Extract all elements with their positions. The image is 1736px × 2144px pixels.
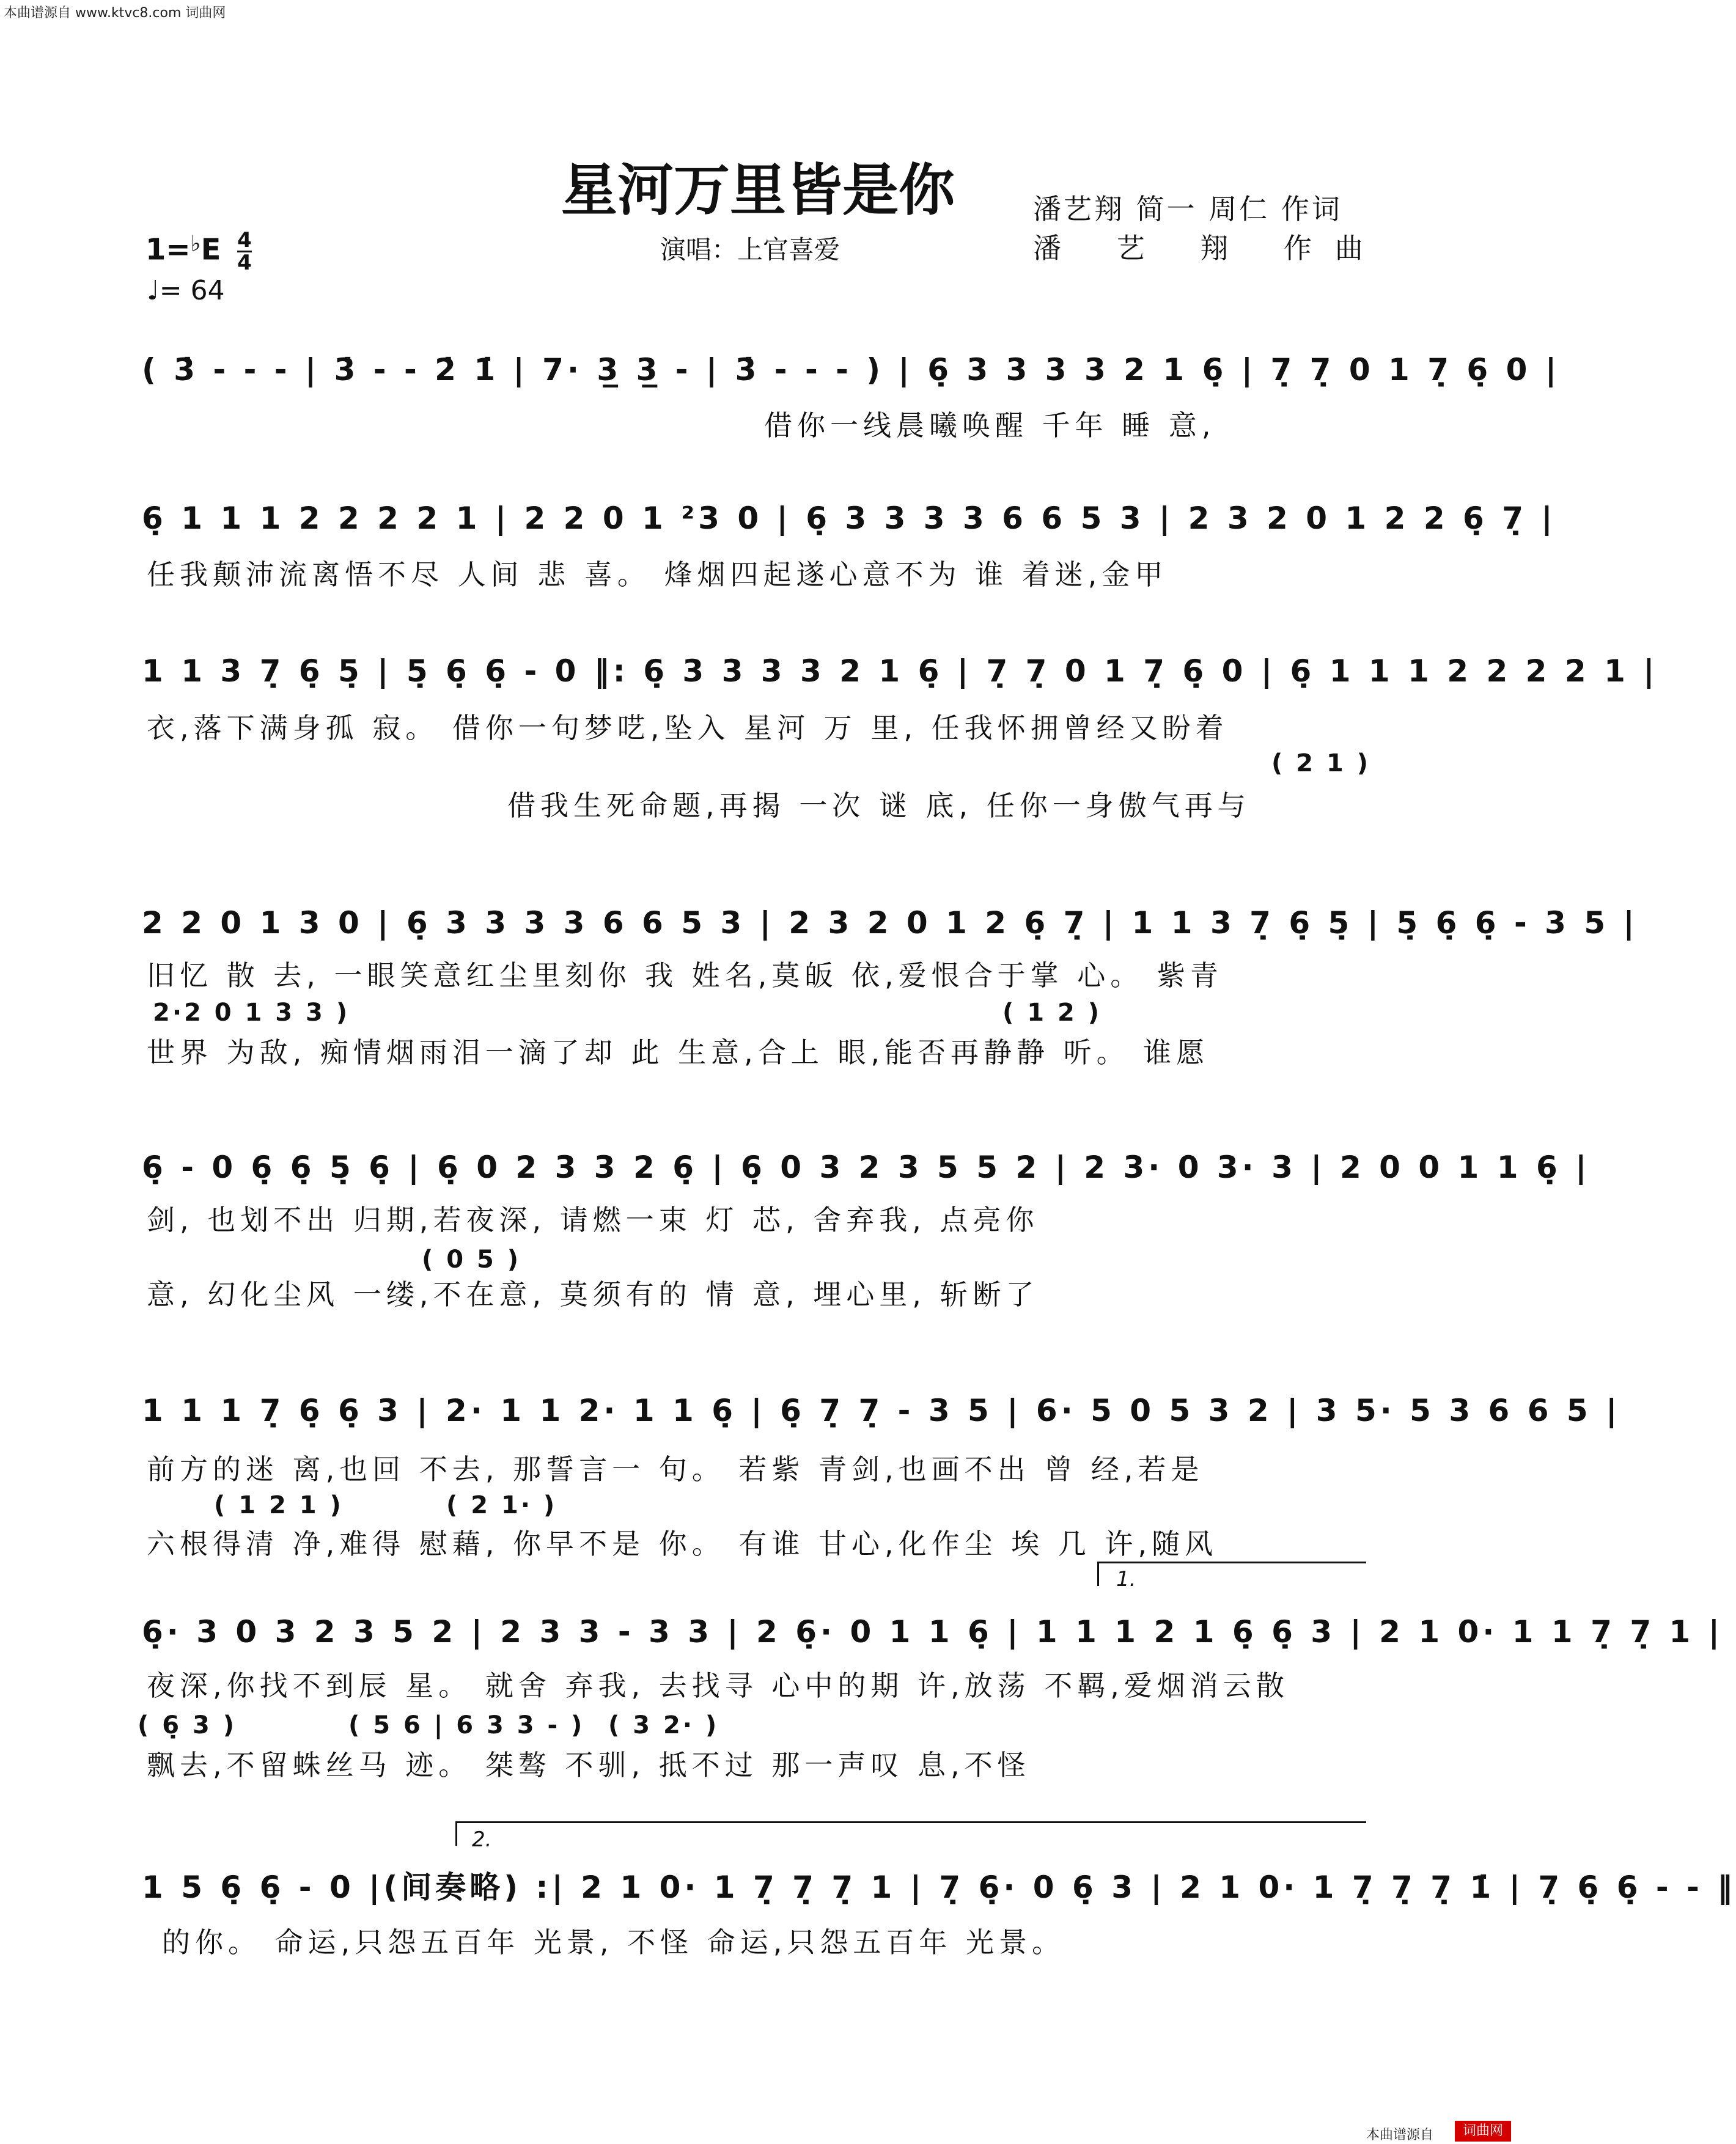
- lyric-line-2: 任我颠沛流离悟不尽 人间 悲 喜。 烽烟四起遂心意不为 谁 着迷,金甲: [147, 558, 1168, 591]
- lyric-line-6a: 前方的迷 离,也回 不去, 那誓言一 句。 若紫 青剑,也画不出 曾 经,若是: [147, 1453, 1204, 1486]
- notation-line-6: 1 1 1 7̣ 6̣ 6̣ 3 | 2· 1 1 2· 1 1 6̣ | 6̣ 7̣ 7̣ - 3 5 | 6· 5 0 5 3 2 | 3 5· 5 3 6 6 5 |: [142, 1393, 1621, 1428]
- notation-line-7: 6̣· 3 0 3 2 3 5 2 | 2 3 3 - 3 3 | 2 6̣· 0 1 1 6̣ | 1 1 1 2 1 6̣ 6̣ 3 | 2 1 0· 1 1 7̣ 7̣ 1 |: [142, 1614, 1723, 1650]
- song-title: 星河万里皆是你: [561, 157, 955, 223]
- top-watermark: 本曲谱源自 www.ktvc8.com 词曲网: [4, 6, 226, 21]
- first-ending-bracket: [1097, 1562, 1366, 1563]
- second-ending-bracket: [455, 1821, 1366, 1823]
- lyric-line-3b: 借我生死命题,再揭 一次 谜 底, 任你一身傲气再与: [507, 789, 1251, 822]
- notation-line-1: ( 3̇ - - - | 3̇ - - 2̇ 1̇ | 7· 3̲ 3̲ - | 3̇ - - - ) | 6̣ 3 3 3 3 2 1 6̣ | 7̣ 7̣ 0 1 7̣ 6̣ 0 |: [142, 352, 1561, 387]
- first-ending-tick: [1097, 1562, 1099, 1586]
- lyric-line-7a: 夜深,你找不到辰 星。 就舍 弃我, 去找寻 心中的期 许,放荡 不羁,爱烟消云散: [147, 1669, 1289, 1702]
- first-ending-label: 1.: [1116, 1567, 1136, 1591]
- singer-credit: 演唱：上官喜爱: [660, 235, 840, 265]
- key-prefix: 1=: [145, 232, 191, 267]
- time-signature-bottom: 4: [237, 251, 252, 275]
- lyric-line-1: 借你一线晨曦唤醒 千年 睡 意,: [764, 409, 1216, 442]
- alt-notes-7b: ( 5 6 | 6 3 3 - ): [348, 1711, 585, 1739]
- second-ending-tick: [455, 1821, 457, 1846]
- notation-line-3: 1 1 3 7̣ 6̣ 5̣ | 5̣ 6̣ 6̣ - 0 ‖: 6̣ 3 3 3 3 2 1 6̣ | 7̣ 7̣ 0 1 7̣ 6̣ 0 | 6̣ 1 1 1 2 2 2 2 1 |: [142, 653, 1658, 689]
- bottom-watermark: 本曲谱源自: [1366, 2127, 1434, 2143]
- lyric-line-6b: 六根得清 净,难得 慰藉, 你早不是 你。 有谁 甘心,化作尘 埃 几 许,随风: [147, 1527, 1218, 1560]
- key-signature: [145, 230, 252, 273]
- time-signature-top: 4: [237, 228, 252, 252]
- lyric-line-7b: 飘去,不留蛛丝马 迹。 桀骜 不驯, 抵不过 那一声叹 息,不怪: [147, 1749, 1031, 1782]
- notation-line-8: 1 5 6̣ 6̣ - 0 |(间奏略) :| 2 1 0· 1 7̣ 7̣ 7̣ 1 | 7̣ 6̣· 0 6̣ 3 | 2 1 0· 1 7̣ 7̣ 7̣ 1̇ | 7̣ 6̣ 6̣ - - ‖: [142, 1870, 1736, 1905]
- alt-notes-4b: ( 1 2 ): [1002, 999, 1102, 1027]
- flat-icon: ♭: [190, 231, 201, 257]
- alt-notes-4a: 2·2 0 1 3 3 ): [153, 999, 350, 1027]
- alt-notes-6a: ( 1 2 1 ): [214, 1491, 344, 1519]
- time-signature: [237, 230, 252, 273]
- alt-notes-6b: ( 2 1· ): [446, 1491, 557, 1519]
- composer-credit: 潘 艺 翔 作曲: [1033, 232, 1386, 265]
- lyric-line-8: 的你。 命运,只怨五百年 光景, 不怪 命运,只怨五百年 光景。: [162, 1926, 1065, 1959]
- alt-notes-5: ( 0 5 ): [422, 1246, 521, 1274]
- alt-notes-7c: ( 3 2· ): [608, 1711, 719, 1739]
- second-ending-label: 2.: [472, 1827, 492, 1852]
- site-badge: 词曲网: [1455, 2121, 1511, 2142]
- alt-notes-7a: ( 6̣ 3 ): [138, 1711, 237, 1739]
- tempo-marking: ♩= 64: [147, 275, 225, 306]
- notation-line-4: 2 2 0 1 3 0 | 6̣ 3 3 3 3 6 6 5 3 | 2 3 2 0 1 2 6̣ 7̣ | 1 1 3 7̣ 6̣ 5̣ | 5̣ 6̣ 6̣ - 3 5 |: [142, 905, 1638, 941]
- lyric-line-5b: 意, 幻化尘风 一缕,不在意, 莫须有的 情 意, 埋心里, 斩断了: [147, 1278, 1039, 1311]
- lyric-line-5a: 剑, 也划不出 归期,若夜深, 请燃一束 灯 芯, 舍弃我, 点亮你: [147, 1203, 1039, 1236]
- lyric-line-4a: 旧忆 散 去, 一眼笑意红尘里刻你 我 姓名,莫皈 依,爱恨合于掌 心。 紫青: [147, 959, 1223, 992]
- alt-notes-3: ( 2 1 ): [1271, 749, 1371, 777]
- notation-line-2: 6̣ 1 1 1 2 2 2 2 1 | 2 2 0 1 ²3 0 | 6̣ 3 3 3 3 6 6 5 3 | 2 3 2 0 1 2 2 6̣ 7̣ |: [142, 501, 1556, 536]
- lyric-line-3a: 衣,落下满身孤 寂。 借你一句梦呓,坠入 星河 万 里, 任我怀拥曾经又盼着: [147, 711, 1229, 744]
- notation-line-5: 6̣ - 0 6̣ 6̣ 5̣ 6̣ | 6̣ 0 2 3 3 2 6̣ | 6̣ 0 3 2 3 5 5 2 | 2 3· 0 3· 3 | 2 0 0 1 1 6̣ |: [142, 1150, 1591, 1185]
- lyric-line-4b: 世界 为敌, 痴情烟雨泪一滴了却 此 生意,合上 眼,能否再静静 听。 谁愿: [147, 1036, 1210, 1069]
- lyricists-credit: 潘艺翔 简一 周仁 作词: [1033, 193, 1342, 226]
- key-note: E: [200, 232, 221, 267]
